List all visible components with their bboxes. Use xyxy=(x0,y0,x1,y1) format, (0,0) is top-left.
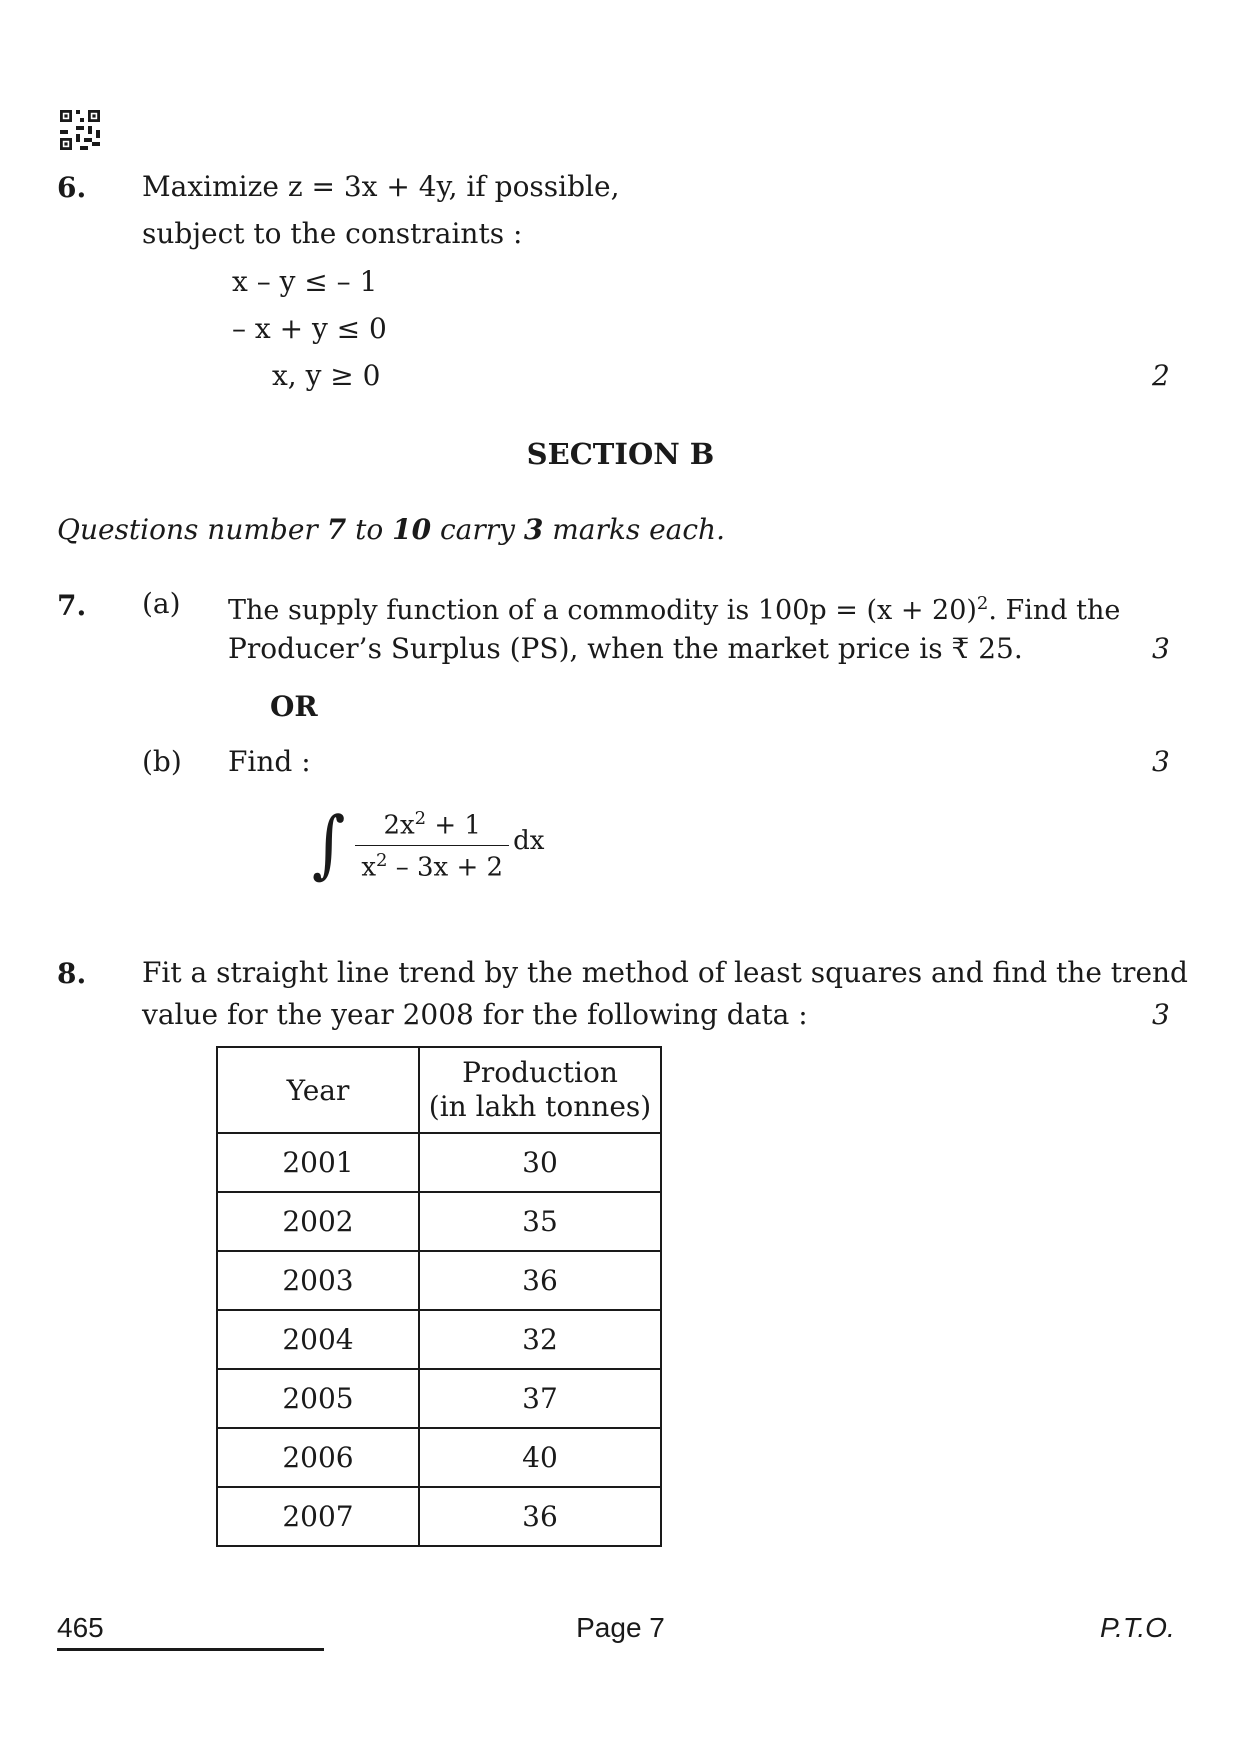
cell-value: 35 xyxy=(419,1192,661,1251)
part-a-label: (a) xyxy=(142,587,181,620)
integral-sign: ∫ xyxy=(312,802,346,888)
question-6-marks: 2 xyxy=(1152,359,1170,392)
pto-label: P.T.O. xyxy=(1100,1612,1175,1643)
question-8-number: 8. xyxy=(57,957,87,990)
header-year: Year xyxy=(217,1047,419,1133)
cell-year: 2001 xyxy=(217,1133,419,1192)
question-7-number: 7. xyxy=(57,589,87,622)
section-instructions: Questions number 7 to 10 carry 3 marks each. xyxy=(57,513,725,546)
header-production: Production (in lakh tonnes) xyxy=(419,1047,661,1133)
part-a-marks: 3 xyxy=(1152,632,1170,665)
question-8-line2: value for the year 2008 for the following data : xyxy=(142,998,808,1031)
cell-year: 2004 xyxy=(217,1310,419,1369)
cell-year: 2005 xyxy=(217,1369,419,1428)
page-number: Page 7 xyxy=(576,1612,665,1643)
dx-label: dx xyxy=(513,826,545,856)
part-a-line1: The supply function of a commodity is $100p = (x + 20)^2$. Find the xyxy=(228,593,1121,626)
table-row xyxy=(217,1310,661,1369)
table-row xyxy=(217,1192,661,1251)
cell-value: 40 xyxy=(419,1428,661,1487)
question-6-line1: Maximize z = 3x + 4y, if possible, xyxy=(142,170,620,203)
question-8-marks: 3 xyxy=(1152,998,1170,1031)
cell-year: 2002 xyxy=(217,1192,419,1251)
part-b-marks: 3 xyxy=(1152,745,1170,778)
section-title: SECTION B xyxy=(526,437,715,471)
constraint-1: x – y ≤ – 1 xyxy=(232,265,378,298)
part-b-text: Find : xyxy=(228,745,311,778)
constraint-3: x, y ≥ 0 xyxy=(272,359,381,392)
paper-code: 465 xyxy=(57,1612,104,1643)
or-label: OR xyxy=(270,690,318,723)
cell-value: 37 xyxy=(419,1369,661,1428)
qr-code-icon xyxy=(60,110,100,150)
table-header-row xyxy=(217,1047,661,1133)
table-row xyxy=(217,1369,661,1428)
cell-value: 30 xyxy=(419,1133,661,1192)
cell-year: 2003 xyxy=(217,1251,419,1310)
part-b-label: (b) xyxy=(142,745,182,778)
footer-rule xyxy=(57,1648,324,1651)
fraction-numerator: $2x^2 + 1$ xyxy=(383,807,481,841)
question-6-number: 6. xyxy=(57,171,87,204)
integral-expression xyxy=(312,802,545,888)
cell-value: 36 xyxy=(419,1487,661,1546)
cell-value: 36 xyxy=(419,1251,661,1310)
question-6-line2: subject to the constraints : xyxy=(142,217,523,250)
cell-year: 2006 xyxy=(217,1428,419,1487)
table-row xyxy=(217,1487,661,1546)
question-8-line1: Fit a straight line trend by the method of least squares and find the trend xyxy=(142,956,1188,989)
cell-year: 2007 xyxy=(217,1487,419,1546)
constraint-2: – x + y ≤ 0 xyxy=(232,312,387,345)
fraction-denominator: $x^2 - 3x + 2$ xyxy=(355,845,509,883)
part-a-line2: Producer’s Surplus (PS), when the market price is ₹ 25. xyxy=(228,632,1023,665)
table-row xyxy=(217,1428,661,1487)
production-table xyxy=(216,1046,662,1547)
integrand-fraction xyxy=(355,808,509,882)
table-row xyxy=(217,1133,661,1192)
table-row xyxy=(217,1251,661,1310)
cell-value: 32 xyxy=(419,1310,661,1369)
